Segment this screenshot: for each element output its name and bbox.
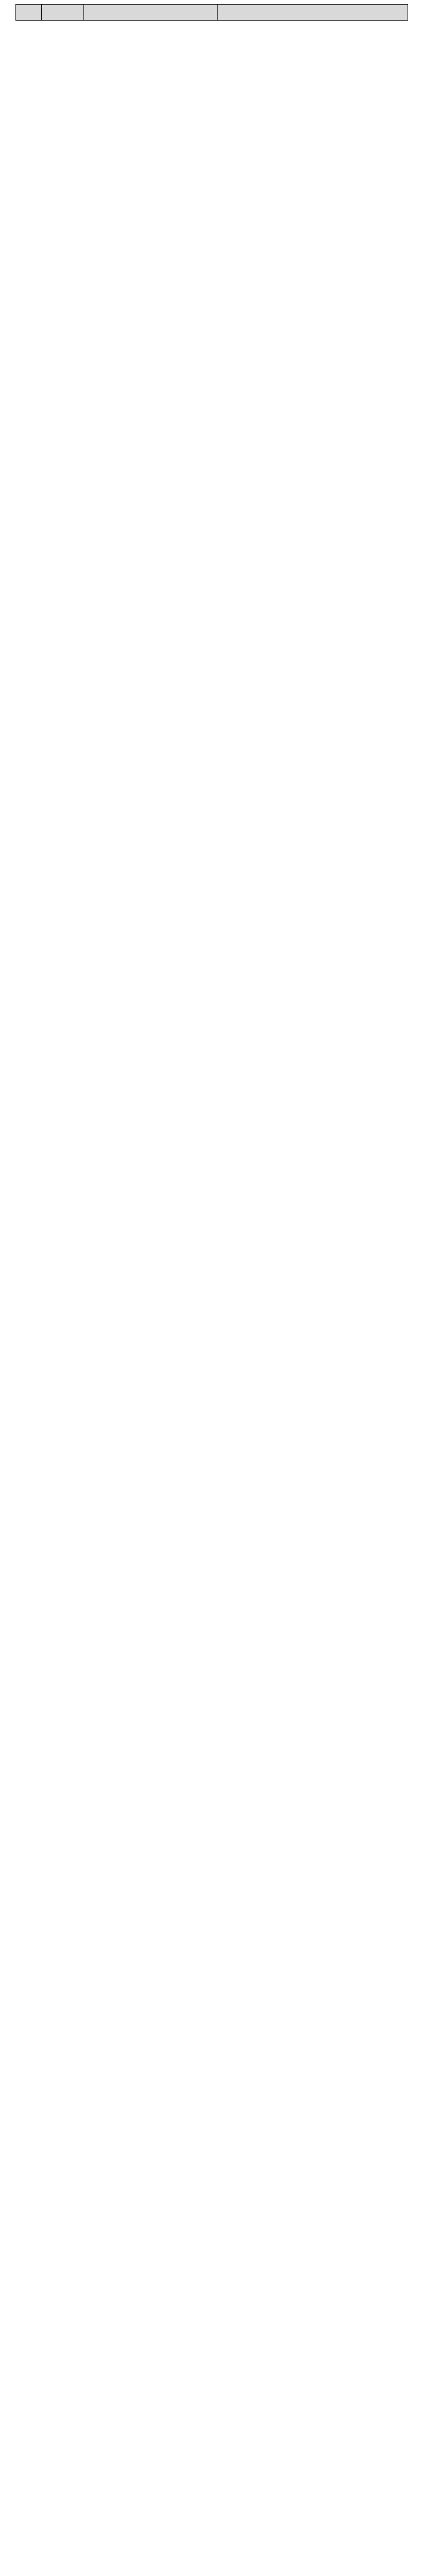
header-region — [42, 5, 84, 21]
header-qualifications — [218, 5, 408, 21]
table-header — [16, 5, 408, 21]
qualification-table — [15, 4, 408, 21]
header-index — [16, 5, 42, 21]
header-company — [84, 5, 218, 21]
header-row — [16, 5, 408, 21]
document-page — [15, 4, 408, 21]
